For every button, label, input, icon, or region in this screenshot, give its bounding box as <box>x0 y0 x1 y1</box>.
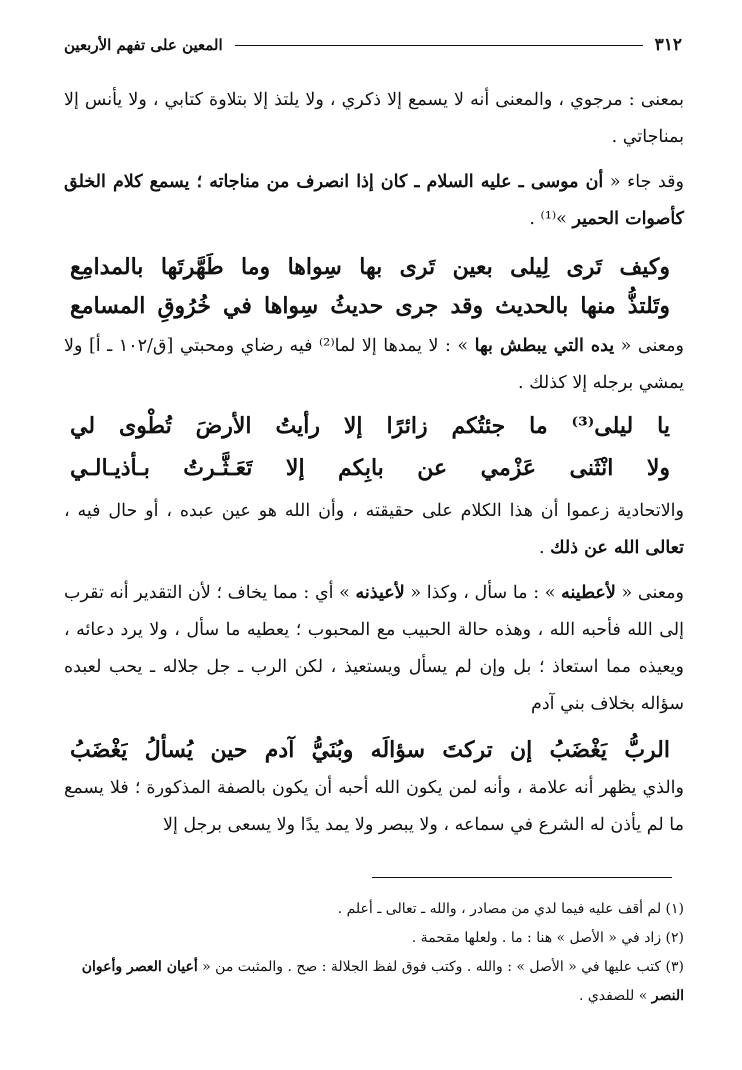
footnote-3-text: (٣) كتب عليها في « الأصل » : والله . وكتب فوق لفظ الجلالة : صح . والمثبت من « <box>197 959 684 975</box>
footnote-3 <box>64 953 684 1011</box>
page-header <box>64 32 682 58</box>
paragraph-4-end: . <box>539 538 551 558</box>
verse-line-5: الربُّ يَغْضَبُ إن تركتَ سؤالَه وبُنَيُّ آدم حين يُسألُ يَغْضَبُ <box>70 737 670 763</box>
paragraph-4-text: والاتحادية زعموا أن هذا الكلام على حقيقته ، وأن الله هو عين عبده ، أو حال فيه ، <box>64 501 684 521</box>
paragraph-3-end: » : لا يمدها إلا لما⁽²⁾ فيه رضاي ومحبتي [ق/١٠٢ ـ أ] ولا يمشي برجله إلا كذلك . <box>64 336 684 393</box>
paragraph-1: بمعنى : مرجوي ، والمعنى أنه لا يسمع إلا ذكري ، ولا يلتذ إلا بتلاوة كتابي ، ولا يأنس إلا بمناجاتي . <box>64 90 684 147</box>
footnote-1: (١) لم أقف عليه فيما لدي من مصادر ، والله ـ تعالى ـ أعلم . <box>337 901 684 917</box>
verse-line-4: ولا انْثَنى عَزْمي عن بابِكم إلا تَعَـثَّـرتُ بـأذيـالـي <box>70 455 670 481</box>
verse-line-2: وتَلتذُّ منها بالحديث وقد جرى حديثُ سِواها في خُرُوقِ المسامع <box>70 293 670 319</box>
footnote-3-source: أعيان العصر وأعوان النصر <box>81 959 684 1004</box>
footnote-separator <box>372 877 672 878</box>
paragraph-5-intro: ومعنى « <box>615 583 685 603</box>
paragraph-3-quote: يده التي يبطش بها <box>474 336 615 356</box>
paragraph-4-bold: تعالى الله عن ذلك <box>550 538 684 558</box>
paragraph-2-end: »⁽¹⁾ . <box>529 209 573 229</box>
paragraph-3 <box>64 328 684 402</box>
paragraph-4 <box>64 493 684 567</box>
verse-line-1: وكيف تَرى لِيلى بعين تَرى بها سِواها وما طَهَّرتَها بالمدامِع <box>70 254 670 280</box>
running-title: المعين على تفهم الأربعين <box>64 36 223 54</box>
verse-line-3: يا ليلى⁽³⁾ ما جئتُكم زائرًا إلا رأيتُ الأرضَ تُطْوى لي <box>70 413 671 439</box>
paragraph-5-text: » أي : مما يخاف ؛ لأن التقدير أنه تقرب إلى الله فأحبه الله ، وهذه حالة الحبيب مع المحبوب ؛ يعطيه ما سأل ، ولا يرد دعائه ، ويعيذه مما استعاذ ؛ بل وإن لم يسأل ويستعيذ ، لكن الرب ـ جل جلاله ـ يحب لعبده سؤاله بخلاف بني آدم <box>64 583 684 714</box>
footnotes <box>64 895 684 1011</box>
paragraph-6: والذي يظهر أنه علامة ، وأنه لمن يكون الله أحبه أن يكون بالصفة المذكورة ؛ فلا يسمع ما لم يأذن له الشرع في سماعه ، ولا يبصر ولا يمد يدًا ولا يسعى برجل إلا <box>64 778 684 835</box>
paragraph-5-mid: » : ما سأل ، وكذا « <box>404 583 562 603</box>
paragraph-5-term-2: لأعيذنه <box>355 583 405 603</box>
paragraph-2-intro: وقد جاء « <box>603 172 684 192</box>
paragraph-5-term-1: لأعطينه <box>561 583 616 603</box>
paragraph-2 <box>64 164 684 238</box>
footnote-2: (٢) زاد في « الأصل » هنا : ما . ولعلها مقحمة . <box>411 930 684 946</box>
paragraph-5 <box>64 575 684 723</box>
paragraph-3-intro: ومعنى « <box>614 336 685 356</box>
paragraph-2-hadith: أن موسى ـ عليه السلام ـ كان إذا انصرف من مناجاته ؛ يسمع كلام الخلق كأصوات الحمير <box>64 172 684 229</box>
footnote-3-end: » للصفدي . <box>578 988 652 1004</box>
page-number: ٣١٢ <box>654 35 682 55</box>
header-rule <box>235 45 643 46</box>
